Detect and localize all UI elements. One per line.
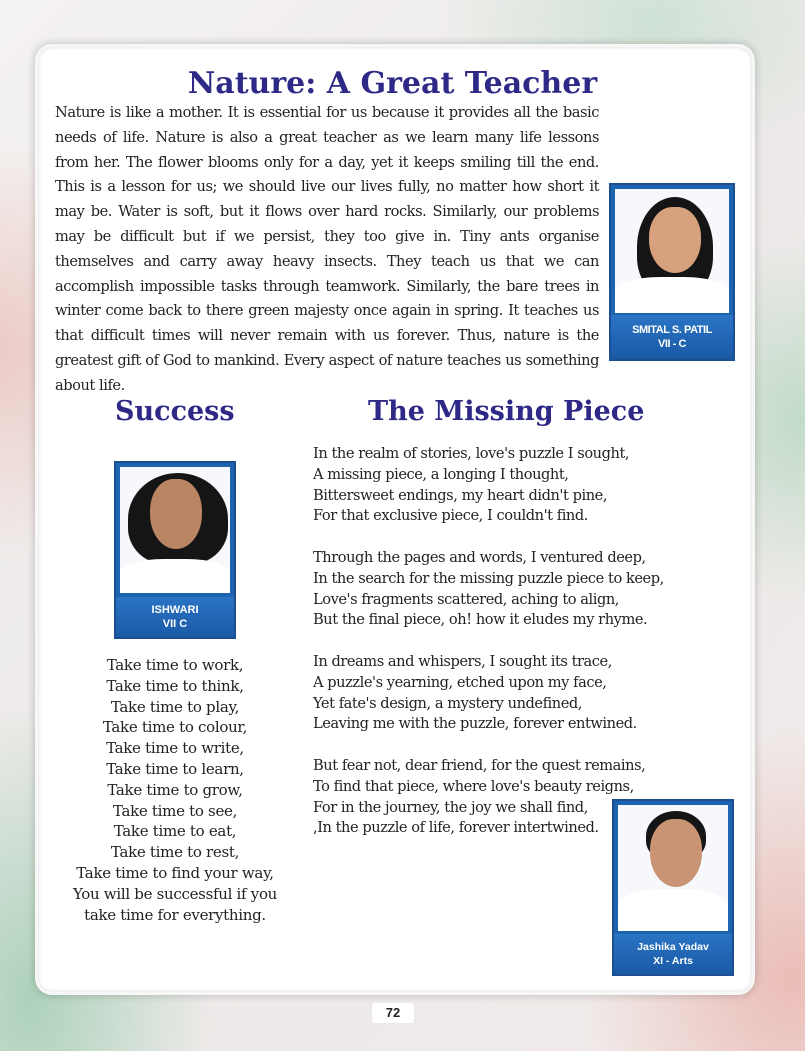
poem-line: Take time to grow, xyxy=(107,780,243,799)
poem-line: For that exclusive piece, I couldn't find. xyxy=(313,507,588,525)
essay-text: Nature is like a mother. It is essential for us because it provides all the basic needs of life. Nature is also a great teacher as we learn many life lessons from her. The flower blooms only for a day, yet it keeps smiling till the end. This is a lesson for us; we should live our lives fully, no matter how short it may be. Water is soft, but it flows over hard rocks. Similarly, our problems may be difficult but if we persist, they too give in. Tiny ants organise themselves and carry away heavy insects. They teach us that we can accomplish impossible tasks through teamwork. Similarly, the bare trees in winter come back to there green majesty once again in spring. It teaches us that difficult times will never remain with us forever. Thus, nature is the greatest gift of God to mankind. Every aspect of nature teaches us something about life. xyxy=(55,104,599,394)
author-photo-jashika xyxy=(612,799,734,976)
poem-line: To find that piece, where love's beauty reigns, xyxy=(313,777,634,795)
essay-body xyxy=(55,101,735,399)
author-name: ISHWARI xyxy=(151,604,199,616)
success-poem xyxy=(55,655,295,925)
author-name: SMITAL S. PATIL xyxy=(632,324,712,336)
missing-piece-title: The Missing Piece xyxy=(368,396,645,427)
author-photo-smital xyxy=(609,183,735,361)
poem-stanza xyxy=(313,548,683,631)
poem-line: In the realm of stories, love's puzzle I sought, xyxy=(313,445,630,462)
poem-stanza xyxy=(313,652,683,735)
poem-line: In the search for the missing puzzle piece to keep, xyxy=(313,569,664,587)
poem-line: Love's fragments scattered, aching to align, xyxy=(313,590,619,608)
poem-line: Take time to find your way, xyxy=(76,863,274,882)
poem-line: Leaving me with the puzzle, forever entwined. xyxy=(313,715,637,733)
poem-line: take time for everything. xyxy=(84,905,266,924)
poem-line: Take time to think, xyxy=(106,676,244,695)
poem-line: Take time to see, xyxy=(112,801,238,820)
poem-stanza xyxy=(313,444,683,527)
missing-piece-poem xyxy=(313,444,683,860)
poem-line: Take time to eat, xyxy=(113,822,237,841)
author-name: Jashika Yadav xyxy=(637,941,709,953)
poem-line: Yet fate's design, a mystery undefined, xyxy=(313,694,582,712)
poem-line: You will be successful if you xyxy=(72,884,278,903)
poem-line: Take time to play, xyxy=(110,697,240,716)
poem-line: For in the journey, the joy we shall find, xyxy=(313,798,588,816)
poem-line: A puzzle's yearning, etched upon my face, xyxy=(313,673,607,691)
poem-line: Take time to work, xyxy=(106,656,244,674)
success-title: Success xyxy=(115,396,235,427)
poem-line: But fear not, dear friend, for the quest remains, xyxy=(313,756,646,774)
poem-line: A missing piece, a longing I thought, xyxy=(313,465,569,483)
poem-line: Take time to rest, xyxy=(110,843,240,862)
poem-line: Through the pages and words, I ventured deep, xyxy=(313,548,646,566)
poem-line: Take time to learn, xyxy=(106,759,244,778)
poem-line: Bittersweet endings, my heart didn't pine, xyxy=(313,486,608,504)
author-class: XI - Arts xyxy=(653,955,693,967)
page-number: 72 xyxy=(372,1003,414,1023)
poem-line: Take time to colour, xyxy=(102,718,248,737)
author-photo-ishwari xyxy=(114,461,236,639)
poem-line: In dreams and whispers, I sought its trace, xyxy=(313,652,612,670)
poem-line: ,In the puzzle of life, forever intertwined. xyxy=(313,819,599,837)
poem-line: Take time to write, xyxy=(106,739,244,758)
poem-line: But the final piece, oh! how it eludes my rhyme. xyxy=(313,611,648,629)
author-class: VII - C xyxy=(657,338,687,350)
essay-title: Nature: A Great Teacher xyxy=(187,66,598,101)
author-class: VII C xyxy=(162,618,188,630)
